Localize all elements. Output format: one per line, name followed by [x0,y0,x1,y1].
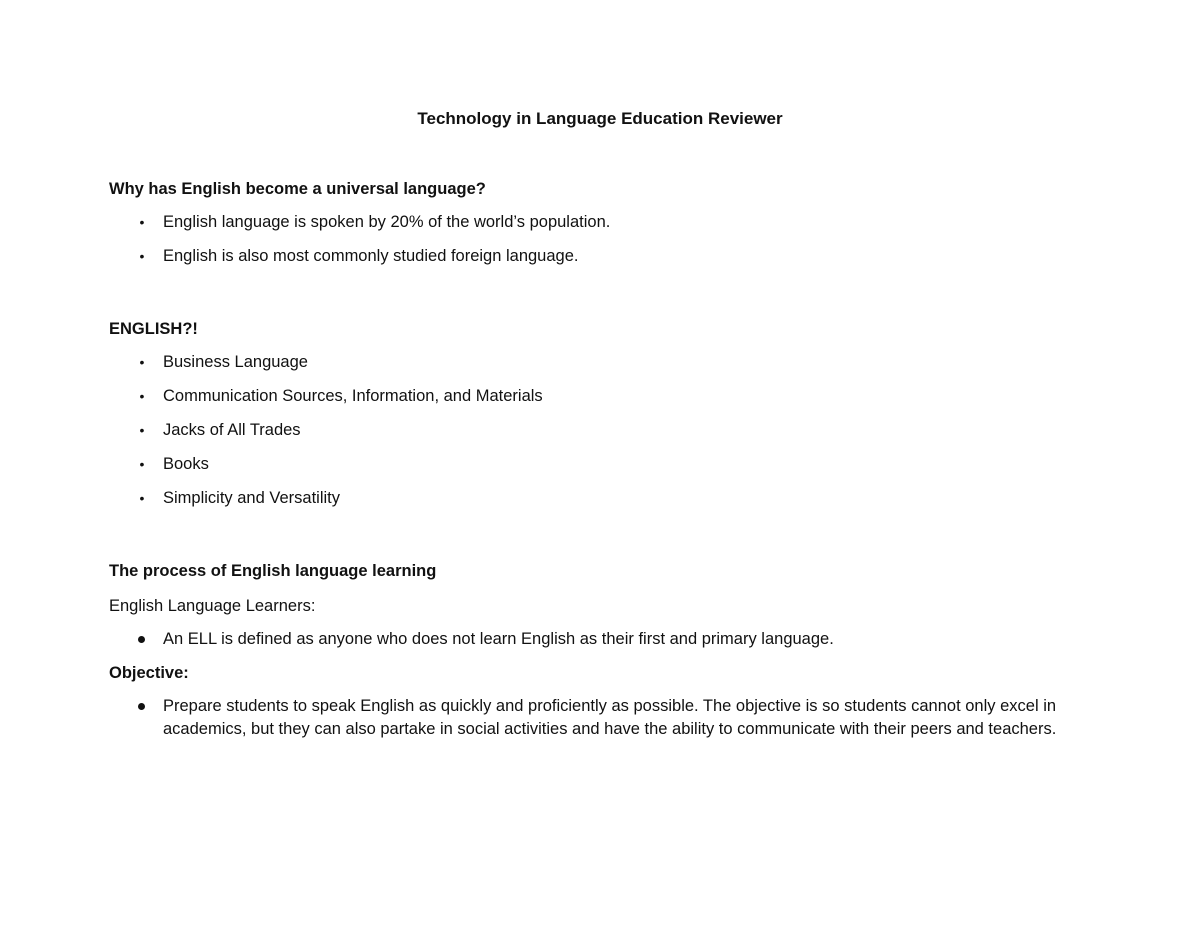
section-heading: ENGLISH?! [109,320,198,338]
bullet-icon [137,245,147,268]
list-item [109,351,1099,374]
bullet-list [109,628,1099,651]
bullet-icon [137,419,147,442]
bullet-icon [137,211,147,234]
list-item [109,245,1099,268]
bullet-icon [137,487,147,510]
document-title: Technology in Language Education Reviewer [417,109,783,128]
bullet-list [109,695,1099,741]
section-universal-language [109,177,1099,268]
list-item-text: Jacks of All Trades [163,421,301,439]
list-item-text: Business Language [163,353,308,371]
list-item [109,419,1099,442]
list-item-text: Simplicity and Versatility [163,489,340,507]
list-item [109,211,1099,234]
bullet-list [109,211,1099,268]
bullet-icon [137,385,147,408]
section-english [109,317,1099,510]
bullet-icon [137,453,147,476]
list-item-text: Communication Sources, Information, and Materials [163,387,543,405]
list-item-text: English is also most commonly studied foreign language. [163,247,579,265]
bullet-icon [137,351,147,374]
list-item [109,628,1099,651]
list-item [109,695,1099,741]
list-item [109,385,1099,408]
section-heading: Why has English become a universal language? [109,180,486,198]
objective-heading: Objective: [109,664,189,682]
list-item-text: Books [163,455,209,473]
list-item [109,453,1099,476]
section-subheading: English Language Learners: [109,597,316,615]
bullet-list [109,351,1099,510]
section-heading: The process of English language learning [109,562,437,580]
list-item-text: Prepare students to speak English as quickly and proficiently as possible. The objective is so students cannot only excel in academics, but they can also partake in social activities and have the ability to communicate with their peers and teachers. [163,697,1057,738]
section-language-learning [109,559,1099,741]
list-item-text: English language is spoken by 20% of the world’s population. [163,213,611,231]
list-item [109,487,1099,510]
list-item-text: An ELL is defined as anyone who does not learn English as their first and primary language. [163,630,834,648]
